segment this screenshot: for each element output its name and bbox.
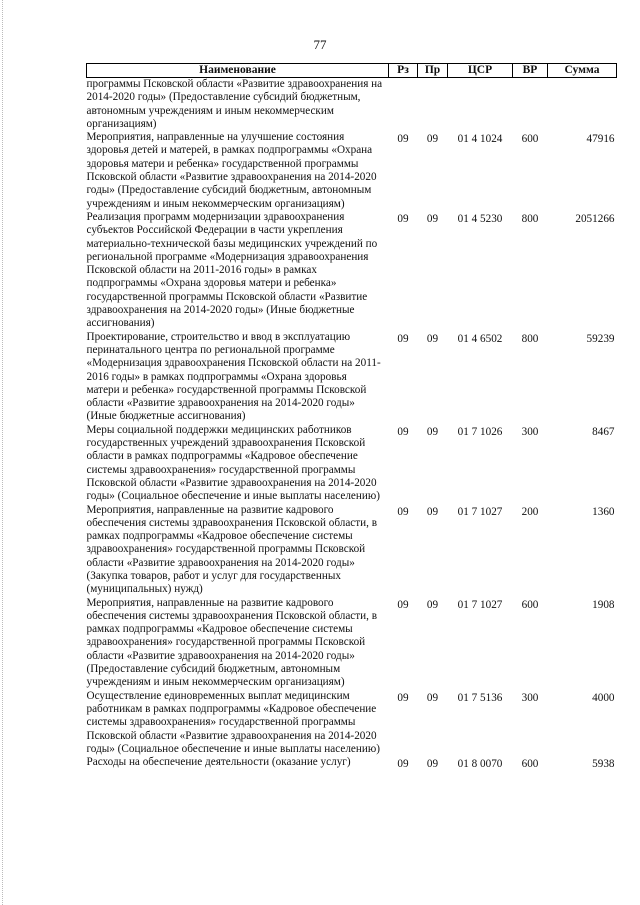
row-sum: 1360 — [592, 505, 615, 518]
row-vr: 600 — [521, 758, 539, 771]
row-rz: 09 — [397, 332, 409, 345]
row-pr — [418, 78, 448, 132]
row-name: Расходы на обеспечение деятельности (оказание услуг) — [86, 756, 351, 769]
row-vr: 800 — [521, 332, 539, 345]
row-vr — [513, 78, 548, 132]
row-sum — [548, 78, 617, 132]
table-row — [87, 211, 617, 331]
row-csr: 01 8 0070 — [457, 758, 503, 771]
row-sum: 59239 — [586, 332, 615, 345]
row-name: Меры социальной поддержки медицинских работников государственных учреждений здравоохранения Псковской области в рамках подпрограммы «Кадровое обеспечение системы здравоохранения» государственной программы Псковской области «Развитие здравоохранения на 2014-2020 годы» (Социальное обеспечение и иные выплаты населению) — [86, 423, 380, 503]
row-name: Мероприятия, направленные на развитие кадрового обеспечения системы здравоохранения Псковской области, в рамках подпрограммы «Кадровое обеспечение системы здравоохранения» государственной программы Псковской области «Развитие здравоохранения на 2014-2020 годы» (Предоставление субсидий бюджетным, автономным учреждениям и иным некоммерческим организациям) — [86, 596, 378, 689]
row-pr: 09 — [426, 505, 439, 518]
table-row — [87, 131, 617, 211]
row-rz — [389, 78, 418, 132]
row-csr: 01 4 1024 — [457, 133, 503, 146]
table-row — [87, 331, 617, 424]
row-name: Мероприятия, направленные на развитие кадрового обеспечения системы здравоохранения Псковской области, в рамках подпрограммы «Кадровое обеспечение системы здравоохранения» государственной программы Псковской области «Развитие здравоохранения на 2014-2020 годы» (Закупка товаров, работ и услуг для государственных (муниципальных) нужд) — [86, 503, 378, 596]
row-sum: 2051266 — [575, 212, 615, 225]
row-sum: 1908 — [592, 598, 615, 611]
row-sum: 8467 — [592, 425, 615, 438]
table-row — [87, 597, 617, 690]
row-pr: 09 — [426, 598, 439, 611]
header-rz: Рз — [389, 64, 418, 78]
row-pr: 09 — [426, 758, 439, 771]
row-vr: 300 — [521, 691, 539, 704]
row-vr: 600 — [521, 598, 539, 611]
row-pr: 09 — [426, 212, 439, 225]
row-rz: 09 — [397, 425, 409, 438]
row-vr: 800 — [521, 212, 539, 225]
table-header-row — [87, 64, 617, 78]
header-csr: ЦСР — [448, 64, 513, 78]
row-sum: 4000 — [592, 691, 615, 704]
header-sum: Сумма — [548, 64, 617, 78]
row-name: Мероприятия, направленные на улучшение состояния здоровья детей и матерей, в рамках подпрограммы «Охрана здоровья матери и ребенка» государственной программы Псковской области «Развитие здравоохранения на 2014-2020 годы» (Предоставление субсидий бюджетным, автономным учреждениям и иным некоммерческим организациям) — [86, 131, 377, 210]
row-vr: 200 — [521, 505, 539, 518]
row-sum: 5938 — [592, 758, 615, 771]
table-row — [87, 504, 617, 597]
row-pr: 09 — [426, 425, 439, 438]
table-row — [87, 424, 617, 504]
row-rz: 09 — [397, 598, 409, 611]
row-rz: 09 — [397, 212, 409, 225]
header-name: Наименование — [87, 64, 389, 78]
row-rz: 09 — [397, 133, 409, 146]
row-csr: 01 7 1026 — [457, 425, 503, 438]
row-rz: 09 — [397, 505, 409, 518]
row-vr: 300 — [521, 425, 539, 438]
row-name: Проектирование, строительство и ввод в эксплуатацию перинатального центра по региональной программе «Модернизация здравоохранения Псковской области на 2011-2016 годы» в рамках подпрограммы «Охрана здоровья матери и ребенка» государственной программы Псковской области «Развитие здравоохранения на 2014-2020 годы» (Иные бюджетные ассигнования) — [86, 330, 381, 423]
row-csr — [448, 78, 513, 132]
row-csr: 01 7 1027 — [457, 598, 503, 611]
row-csr: 01 4 5230 — [457, 212, 503, 225]
row-pr: 09 — [426, 332, 439, 345]
page-number: 77 — [313, 37, 327, 52]
row-name: Осуществление единовременных выплат медицинским работникам в рамках подпрограммы «Кадровое обеспечение системы здравоохранения» государственной программы Псковской области «Развитие здравоохранения на 2014-2020 годы» (Социальное обеспечение и иные выплаты населению) — [86, 689, 380, 755]
header-vr: ВР — [513, 64, 548, 78]
row-rz: 09 — [397, 691, 409, 704]
row-vr: 600 — [521, 133, 539, 146]
row-csr: 01 4 6502 — [457, 332, 503, 345]
table-row — [87, 690, 617, 756]
row-pr: 09 — [426, 691, 439, 704]
row-pr: 09 — [426, 133, 439, 146]
row-name: программы Псковской области «Развитие здравоохранения на 2014-2020 годы» (Предоставление субсидий бюджетным, автономным учреждениям и иным некоммерческим организациям) — [86, 78, 383, 130]
table-row — [87, 78, 617, 132]
scan-edge — [2, 0, 4, 905]
row-name: Реализация программ модернизации здравоохранения субъектов Российской Федерации в части укрепления материально-технической базы медицинских учреждений по региональной программе «Модернизация здравоохранения Псковской области на 2011-2016 годы» в рамках подпрограммы «Охрана здоровья матери и ребенка» государственной программы Псковской области «Развитие здравоохранения на 2014-2020 годы» (Иные бюджетные ассигнования) — [86, 210, 378, 330]
table-row — [87, 756, 617, 771]
row-csr: 01 7 1027 — [457, 505, 503, 518]
row-rz: 09 — [397, 758, 409, 771]
budget-table — [86, 63, 617, 771]
header-pr: Пр — [418, 64, 448, 78]
row-csr: 01 7 5136 — [457, 691, 503, 704]
row-sum: 47916 — [586, 133, 615, 146]
